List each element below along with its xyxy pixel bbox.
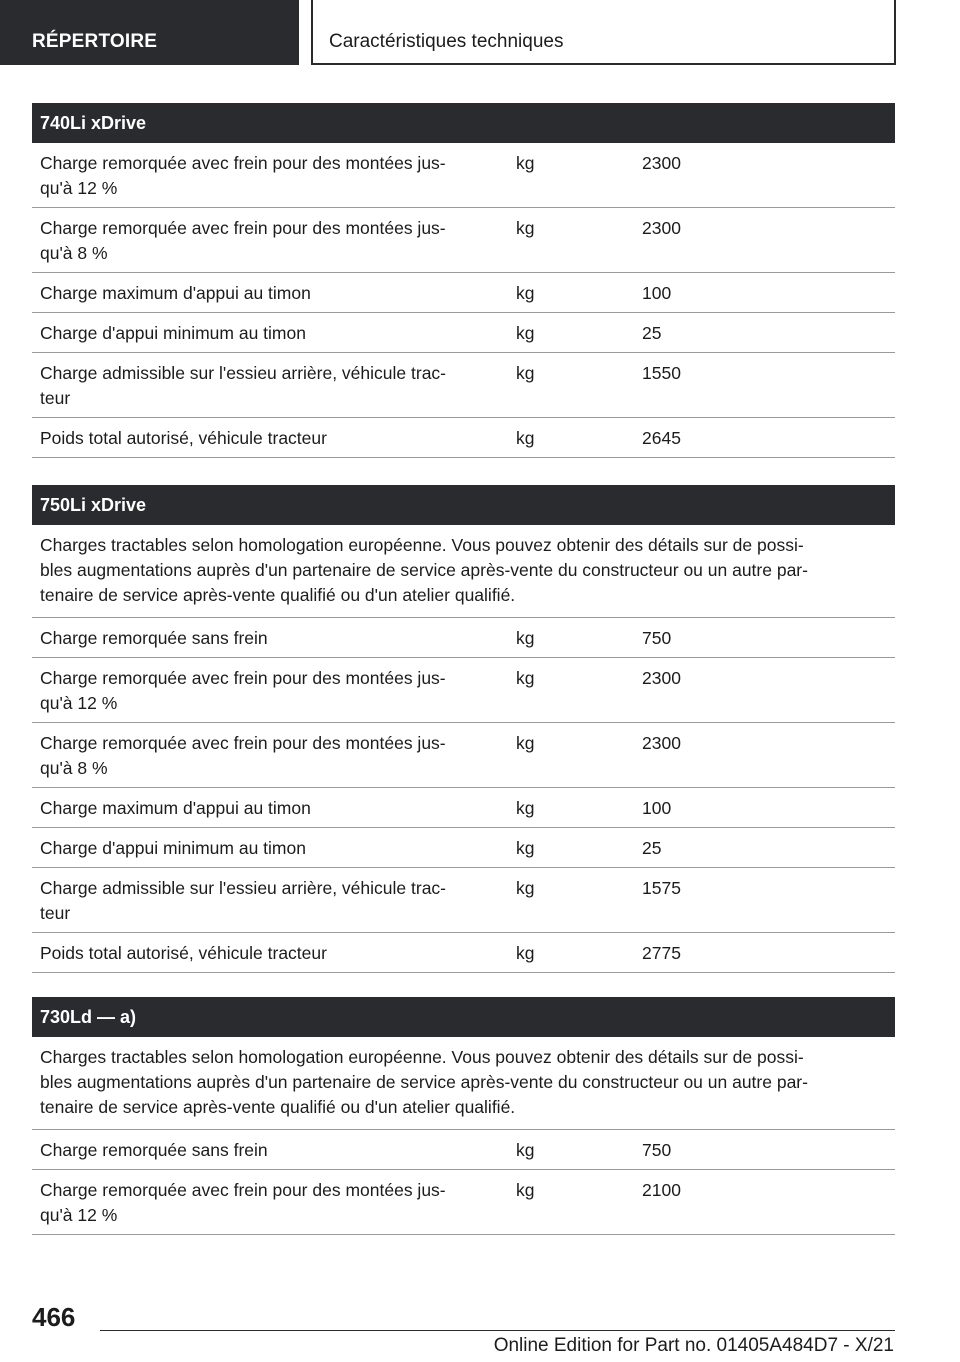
row-unit: kg [516,943,535,963]
row-value: 25 [642,838,662,858]
spec-table-title: 740Li xDrive [32,103,895,143]
table-row [32,788,895,828]
row-value: 2775 [642,943,681,963]
row-unit: kg [516,798,535,818]
row-label: Charge maximum d'appui au timon [40,798,311,818]
row-label: Charge d'appui minimum au timon [40,838,306,858]
index-tab[interactable]: RÉPERTOIRE [0,0,299,65]
row-value: 750 [642,628,672,648]
row-unit: kg [516,628,535,648]
table-row [32,1130,895,1170]
row-unit: kg [516,323,535,343]
table-row [32,618,895,658]
row-label: Charge remorquée avec frein pour des montées jus‐ qu'à 8 % [40,733,446,778]
row-label: Charge remorquée avec frein pour des montées jus‐ qu'à 12 % [40,153,446,198]
row-label: Poids total autorisé, véhicule tracteur [40,943,327,963]
row-value: 750 [642,1140,672,1160]
row-value: 2100 [642,1180,681,1200]
table-row [32,353,895,418]
page-header [0,0,960,66]
spec-table-750li [32,485,895,973]
row-label: Charge admissible sur l'essieu arrière, véhicule trac‐ teur [40,363,447,408]
spec-table-730ld [32,997,895,1235]
row-label: Charge remorquée avec frein pour des montées jus‐ qu'à 12 % [40,668,446,713]
table-row [32,828,895,868]
spec-table-title: 730Ld — a) [32,997,895,1037]
section-title: Caractéristiques techniques [311,0,896,65]
table-row [32,723,895,788]
row-value: 2300 [642,668,681,688]
row-label: Charge remorquée avec frein pour des montées jus‐ qu'à 8 % [40,218,446,263]
table-row [32,1170,895,1235]
row-value: 1550 [642,363,681,383]
row-value: 2300 [642,733,681,753]
row-unit: kg [516,838,535,858]
table-row [32,143,895,208]
row-value: 100 [642,798,672,818]
table-row [32,313,895,353]
row-label: Poids total autorisé, véhicule tracteur [40,428,327,448]
row-unit: kg [516,218,535,238]
edition-footer: Online Edition for Part no. 01405A484D7 - X/21 [493,1335,894,1356]
row-unit: kg [516,1140,535,1160]
spec-table-note: Charges tractables selon homologation européenne. Vous pouvez obtenir des détails sur de possi‐ bles augmentations auprès d'un partenaire de service après-vente du constructeur ou un autre par‐ tenaire de service après-vente qualifié ou d'un atelier qualifié. [32,525,895,618]
row-unit: kg [516,1180,535,1200]
row-label: Charge d'appui minimum au timon [40,323,306,343]
table-row [32,868,895,933]
row-unit: kg [516,363,535,383]
table-row [32,273,895,313]
row-value: 1575 [642,878,681,898]
row-unit: kg [516,878,535,898]
row-unit: kg [516,283,535,303]
row-label: Charge remorquée sans frein [40,628,268,648]
table-row [32,933,895,973]
row-label: Charge admissible sur l'essieu arrière, véhicule trac‐ teur [40,878,447,923]
row-value: 2300 [642,218,681,238]
row-value: 2300 [642,153,681,173]
row-value: 100 [642,283,672,303]
table-row [32,658,895,723]
row-value: 25 [642,323,662,343]
row-label: Charge remorquée avec frein pour des montées jus‐ qu'à 12 % [40,1180,446,1225]
table-row [32,208,895,273]
row-unit: kg [516,428,535,448]
row-unit: kg [516,153,535,173]
spec-table-note: Charges tractables selon homologation européenne. Vous pouvez obtenir des détails sur de possi‐ bles augmentations auprès d'un partenaire de service après-vente du constructeur ou un autre par‐ tenaire de service après-vente qualifié ou d'un atelier qualifié. [32,1037,895,1130]
row-unit: kg [516,733,535,753]
row-label: Charge remorquée sans frein [40,1140,268,1160]
row-value: 2645 [642,428,681,448]
row-unit: kg [516,668,535,688]
spec-table-title: 750Li xDrive [32,485,895,525]
page-number: 466 [32,1302,76,1332]
spec-table-740li [32,103,895,458]
footer-divider [100,1330,895,1331]
row-label: Charge maximum d'appui au timon [40,283,311,303]
table-row [32,418,895,458]
